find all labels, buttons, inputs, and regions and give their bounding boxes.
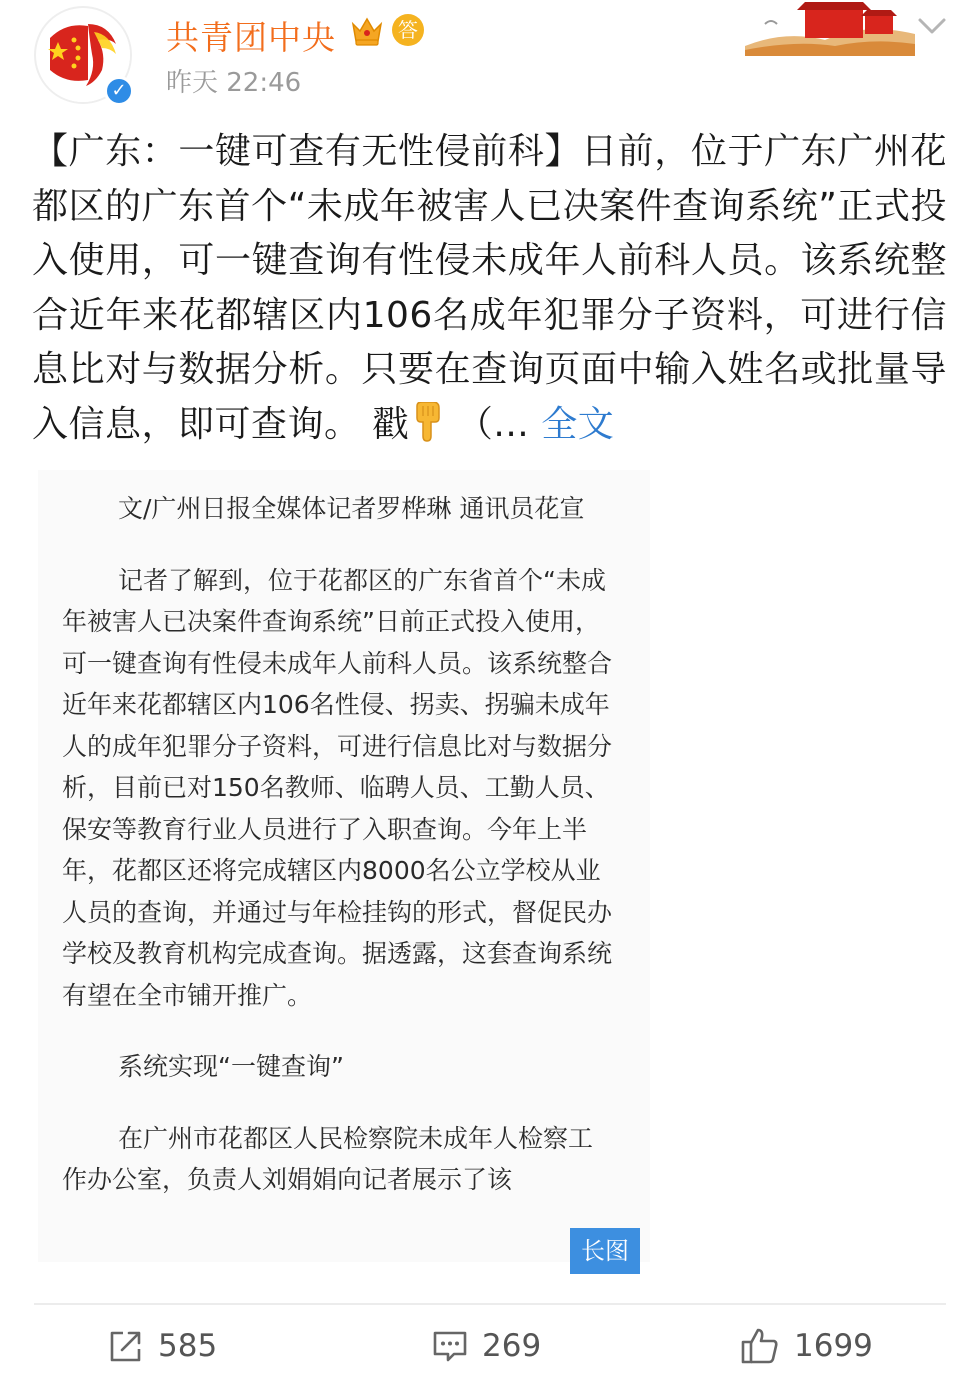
- article-byline: 文/广州日报全媒体记者罗桦琳 通讯员花宣: [118, 494, 585, 523]
- comment-count: 269: [482, 1328, 542, 1364]
- comment-button[interactable]: [432, 1322, 541, 1370]
- article-paragraph: 在广州市花都区人民检察院未成年人检察工作办公室，负责人刘娟娟向记者展示了该: [62, 1123, 594, 1194]
- divider: [34, 1303, 946, 1305]
- repost-icon: [108, 1328, 144, 1364]
- verified-badge-icon: ✓: [104, 76, 134, 106]
- chevron-down-icon[interactable]: [915, 10, 949, 40]
- post-header: [0, 0, 979, 120]
- repost-count: 585: [158, 1328, 218, 1364]
- repost-button[interactable]: [108, 1322, 217, 1370]
- article-paragraph: 记者了解到，位于花都区的广东省首个“未成年被害人已决案件查询系统”日前正式投入使用，可一键查询有性侵未成年人前科人员。该系统整合近年来花都辖区内106名性侵、拐卖、拐骗未成年人的成年犯罪分子资料，可进行信息比对与数据分析，目前已对150名教师、临聘人员、工勤人员、保安等教育行业人员进行了入职查询。今年上半年，花都区还将完成辖区内8000名公立学校从业人员的查询，并通过与年检挂钩的形式，督促民办学校及教育机构完成查询。据透露，这套查询系统有望在全市铺开推广。: [62, 565, 613, 1010]
- thumbs-up-icon: [740, 1327, 780, 1365]
- comment-icon: [432, 1328, 468, 1364]
- full-text-link[interactable]: 全文: [541, 403, 615, 445]
- crown-icon: [350, 14, 384, 48]
- answer-badge[interactable]: 答: [392, 14, 424, 46]
- like-button[interactable]: [740, 1322, 873, 1370]
- great-wall-banner-icon: [745, 0, 915, 56]
- long-image-preview[interactable]: [38, 470, 650, 1275]
- post-body-tail: （...: [456, 403, 530, 445]
- like-count: 1699: [794, 1328, 873, 1364]
- post-timestamp: 昨天 22:46: [166, 68, 302, 98]
- post-body-text: 【广东：一键可查有无性侵前科】日前，位于广东广州花都区的广东首个“未成年被害人已决案件查询系统”正式投入使用，可一键查询有性侵未成年人前科人员。该系统整合近年来花都辖区内106名成年犯罪分子资料，可进行信息比对与数据分析。只要在查询页面中输入姓名或批量导入信息，即可查询。 戳: [32, 131, 947, 445]
- post-body: [32, 125, 947, 452]
- long-image-content: [62, 488, 617, 1201]
- long-image-badge: 长图: [570, 1228, 640, 1274]
- image-crop-edge: [38, 1262, 650, 1276]
- article-subheading: 系统实现“一键查询”: [118, 1052, 344, 1081]
- hand-pointing-down-icon: [409, 402, 445, 442]
- account-name[interactable]: 共青团中央: [166, 18, 336, 57]
